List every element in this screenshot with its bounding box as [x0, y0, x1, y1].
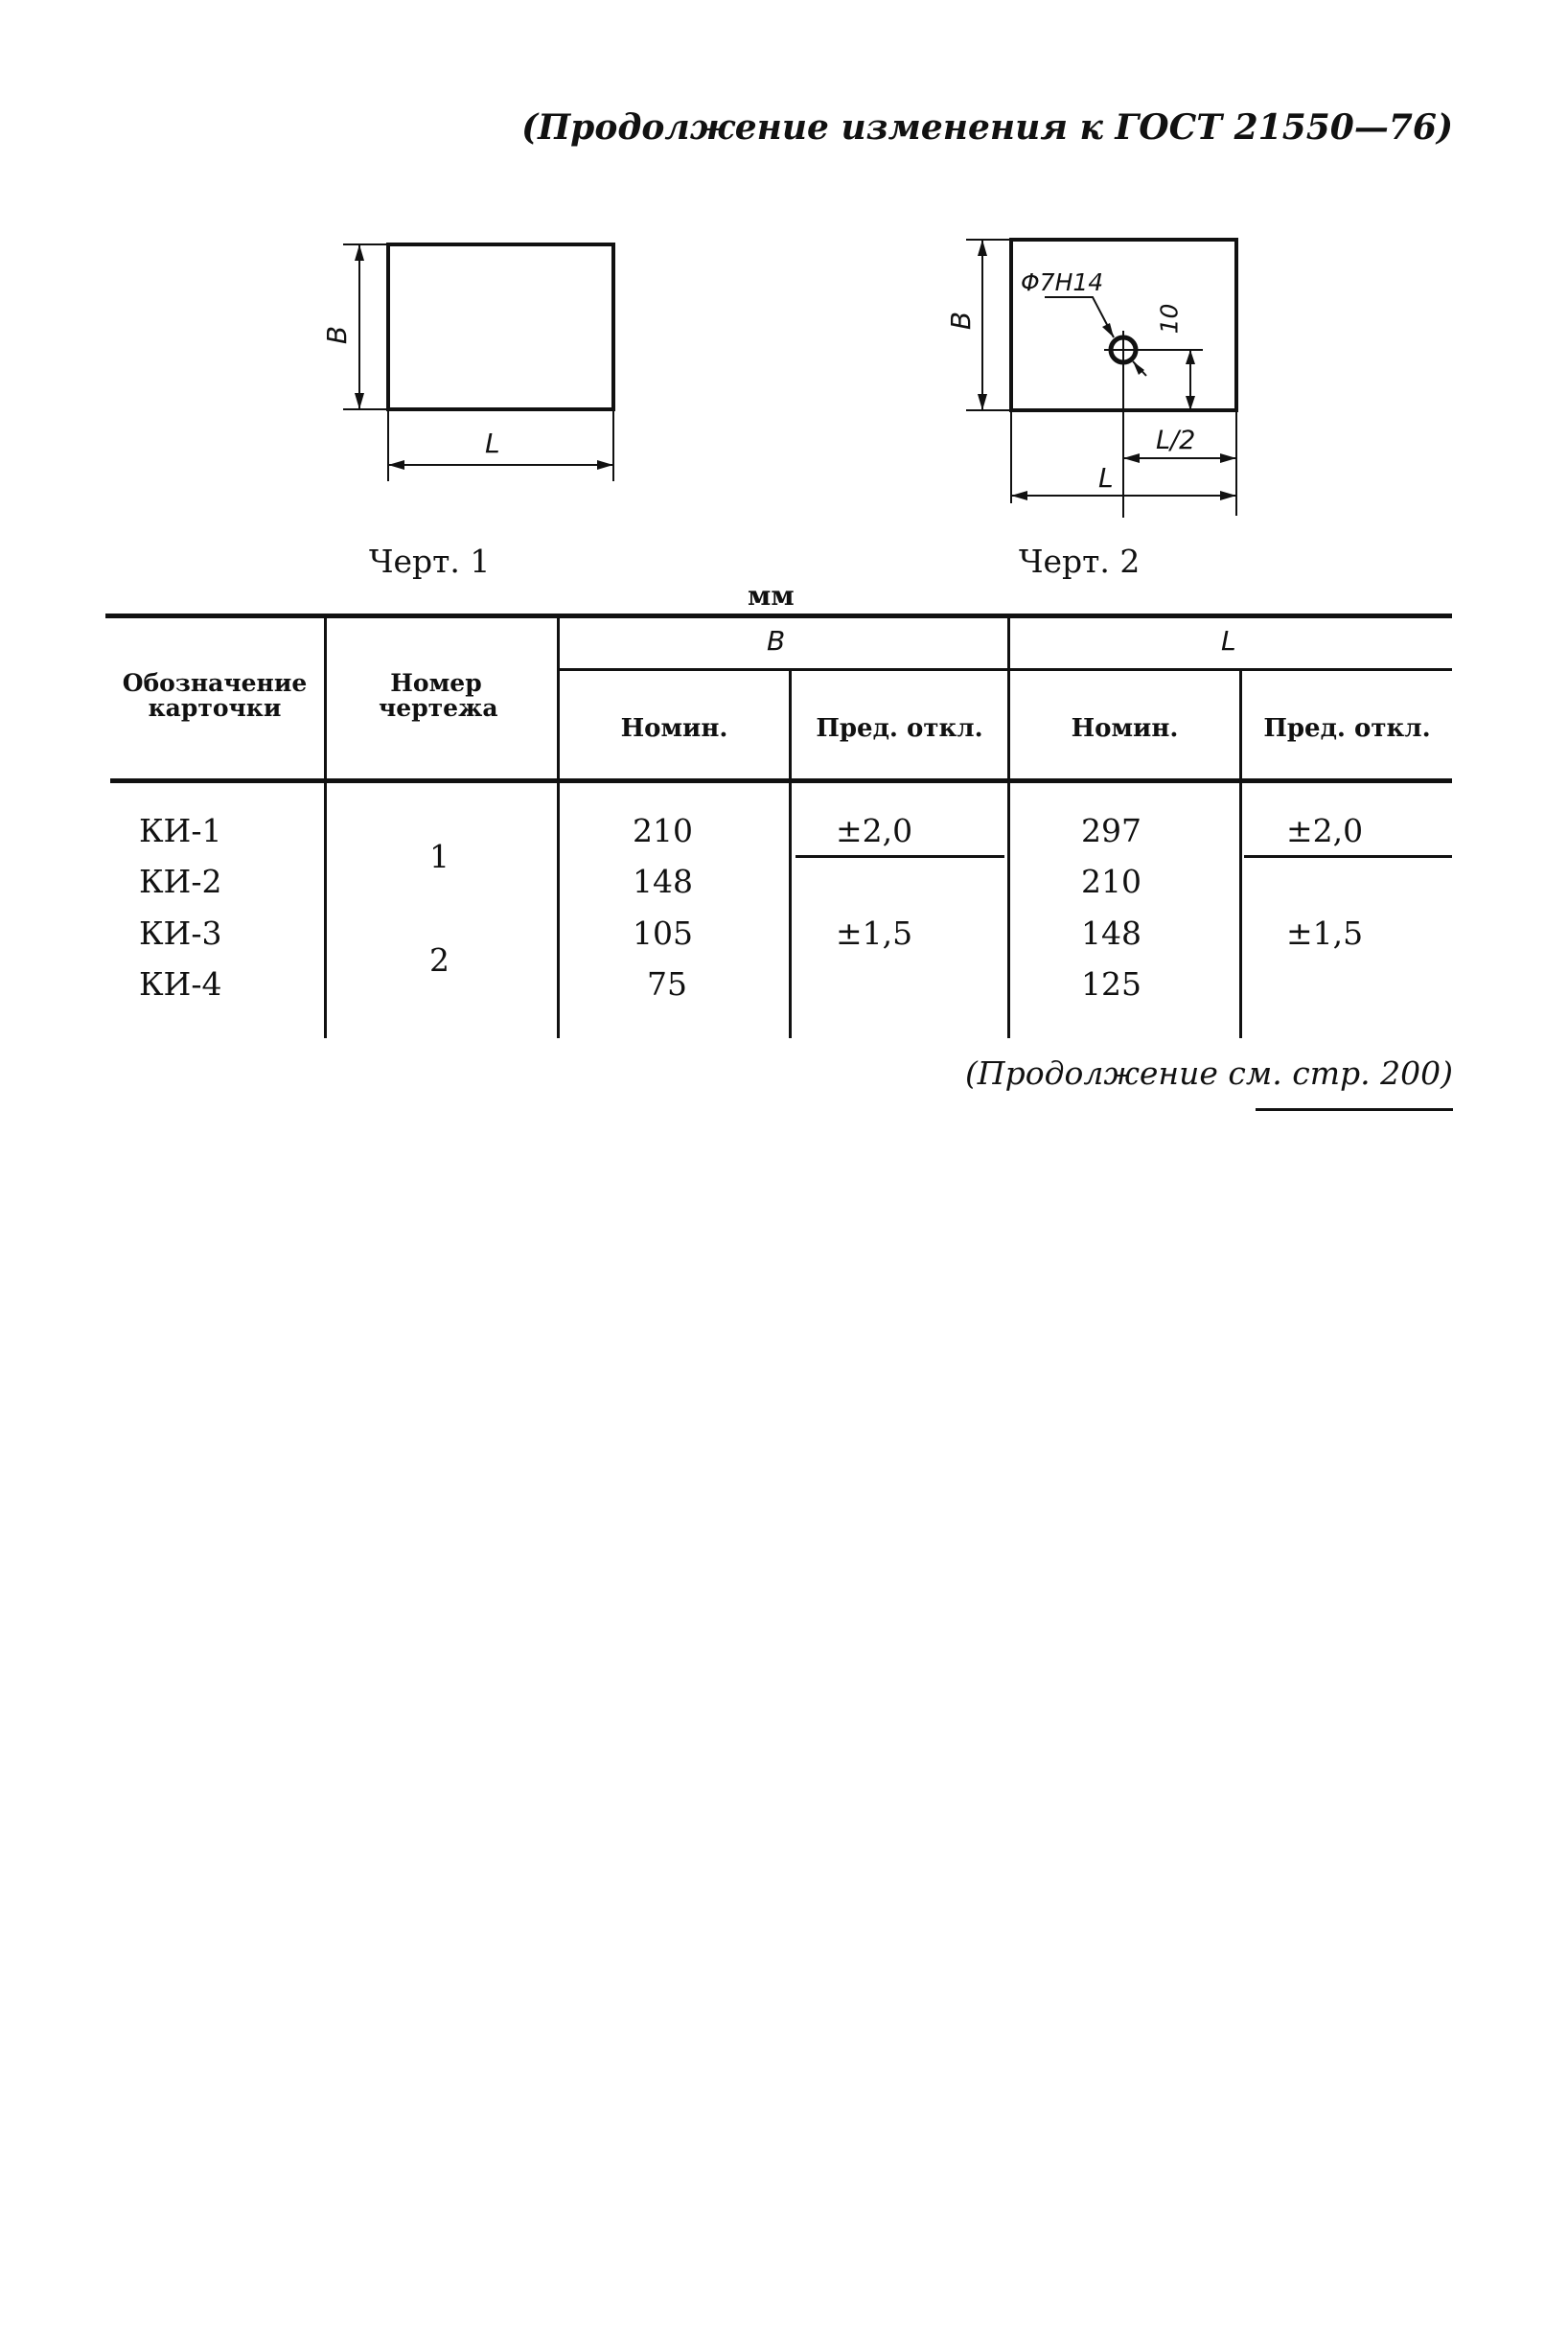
figure-caption-2: Черт. 2 — [1019, 543, 1141, 580]
table-cell-designation: КИ-1 — [139, 812, 222, 849]
table-cell-l-nominal: 210 — [1081, 863, 1141, 900]
table-header-rule — [110, 778, 1452, 783]
table-cell-designation: КИ-2 — [139, 863, 222, 900]
half-l-label: L/2 — [1156, 426, 1196, 455]
table-cell-l-deviation: ±1,5 — [1286, 915, 1364, 952]
table-cell-l-nominal: 125 — [1081, 965, 1141, 1003]
table-cell-b-deviation: ±2,0 — [836, 812, 913, 849]
figure-caption-1: Черт. 1 — [369, 543, 491, 580]
table-top-rule — [105, 614, 1452, 618]
footer-rule — [1256, 1108, 1453, 1111]
table-cell-b-nominal: 75 — [647, 965, 687, 1003]
table-cell-b-nominal: 105 — [633, 915, 693, 952]
table-cell-designation: КИ-3 — [139, 915, 222, 952]
dim-b-label-1: B — [321, 325, 354, 345]
page-header: (Продолжение изменения к ГОСТ 21550—76) — [521, 107, 1453, 148]
dim-l-label-1: L — [485, 428, 500, 459]
table-cell-b-deviation: ±1,5 — [836, 915, 913, 952]
table-vline — [557, 618, 560, 1038]
table-vline — [1007, 618, 1010, 1038]
card-outline-1 — [388, 244, 613, 409]
group-b-rule — [560, 668, 1007, 671]
dim-l-label-2: L — [1098, 462, 1114, 494]
header-b-deviation: Пред. откл. — [816, 714, 983, 743]
table-cell-drawing-number: 1 — [429, 838, 450, 875]
table-cell-drawing-number: 2 — [429, 941, 450, 979]
deviation-divider — [796, 855, 1004, 858]
table-vline — [324, 618, 327, 1038]
header-l-deviation: Пред. откл. — [1263, 714, 1431, 743]
header-drawing-number: Номер чертежа — [379, 669, 498, 722]
dim-b-label-2: B — [945, 311, 978, 331]
header-group-l: L — [1221, 625, 1236, 657]
hole-label: Φ7H14 — [1021, 268, 1104, 296]
table-cell-b-nominal: 210 — [633, 812, 693, 849]
table-cell-b-nominal: 148 — [633, 863, 693, 900]
header-designation: Обозначение карточки — [122, 669, 308, 722]
continuation-note: (Продолжение см. стр. 200) — [964, 1054, 1453, 1092]
table-cell-designation: КИ-4 — [139, 965, 222, 1003]
units-label: мм — [748, 580, 795, 612]
table-cell-l-deviation: ±2,0 — [1286, 812, 1364, 849]
header-b-nominal: Номин. — [620, 714, 728, 743]
header-l-nominal: Номин. — [1071, 714, 1179, 743]
header-group-b: B — [767, 625, 786, 657]
group-l-rule — [1010, 668, 1452, 671]
table-cell-l-nominal: 297 — [1081, 812, 1141, 849]
deviation-divider — [1244, 855, 1452, 858]
table-cell-l-nominal: 148 — [1081, 915, 1141, 952]
offset-10-label: 10 — [1155, 303, 1184, 335]
